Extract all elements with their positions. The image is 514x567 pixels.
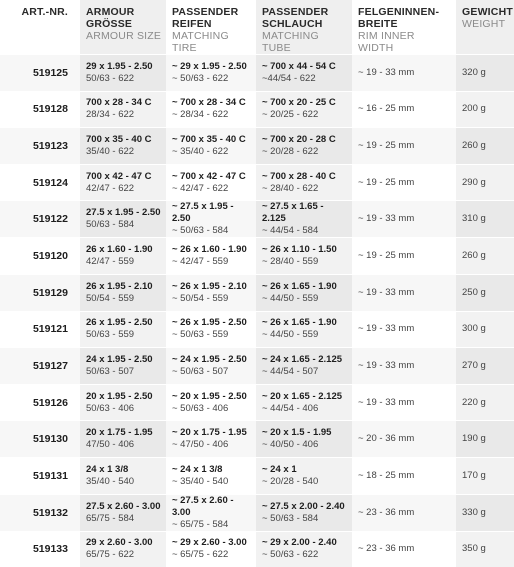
armour-size-etrto: 50/63 - 559 (86, 329, 162, 341)
armour-size-cell (80, 55, 166, 92)
weight-cell (456, 384, 514, 421)
header-weight (456, 0, 514, 55)
rim-width-cell (352, 238, 456, 275)
armour-size-value: 700 x 35 - 40 C (86, 134, 162, 146)
matching-tire-cell (166, 55, 256, 92)
art-nr-value: 519122 (33, 213, 68, 225)
matching-tube-value: ~ 700 x 20 - 25 C (262, 97, 348, 109)
art-nr-cell (0, 55, 80, 92)
rim-width-cell (352, 421, 456, 458)
weight-value: 290 g (462, 177, 486, 188)
header-matching-tube-sub: MATCHING TUBE (262, 30, 348, 54)
weight-value: 190 g (462, 433, 486, 444)
matching-tire-cell (166, 91, 256, 128)
matching-tube-etrto: ~ 44/50 - 559 (262, 329, 348, 341)
art-nr-value: 519121 (33, 323, 68, 335)
weight-cell (456, 164, 514, 201)
armour-size-cell (80, 494, 166, 531)
matching-tube-etrto: ~ 40/50 - 406 (262, 439, 348, 451)
matching-tire-etrto: ~ 50/54 - 559 (172, 293, 252, 305)
armour-size-value: 26 x 1.60 - 1.90 (86, 244, 162, 256)
matching-tube-cell (256, 494, 352, 531)
armour-size-value: 27.5 x 1.95 - 2.50 (86, 207, 162, 219)
matching-tire-etrto: ~ 42/47 - 622 (172, 183, 252, 195)
matching-tube-value: ~ 29 x 2.00 - 2.40 (262, 537, 348, 549)
art-nr-cell (0, 348, 80, 385)
rim-width-cell (352, 128, 456, 165)
matching-tube-etrto: ~ 50/63 - 584 (262, 513, 348, 525)
matching-tube-cell (256, 274, 352, 311)
armour-size-value: 29 x 1.95 - 2.50 (86, 61, 162, 73)
matching-tire-value: ~ 26 x 1.95 - 2.50 (172, 317, 252, 329)
rim-width-value: ~ 19 - 33 mm (358, 287, 414, 298)
table-row (0, 274, 514, 311)
header-matching-tire-line1: PASSENDER (172, 6, 252, 18)
art-nr-cell (0, 531, 80, 567)
table-row (0, 91, 514, 128)
weight-value: 260 g (462, 140, 486, 151)
matching-tire-value: ~ 20 x 1.95 - 2.50 (172, 391, 252, 403)
matching-tube-value: ~ 26 x 1.10 - 1.50 (262, 244, 348, 256)
matching-tire-etrto: ~ 42/47 - 559 (172, 256, 252, 268)
header-armour-size-sub: ARMOUR SIZE (86, 30, 162, 42)
rim-width-cell (352, 274, 456, 311)
matching-tube-etrto: ~ 28/40 - 622 (262, 183, 348, 195)
weight-cell (456, 274, 514, 311)
table-row (0, 348, 514, 385)
armour-size-etrto: 50/63 - 584 (86, 219, 162, 231)
rim-width-cell (352, 311, 456, 348)
matching-tube-cell (256, 384, 352, 421)
matching-tire-cell (166, 531, 256, 567)
art-nr-value: 519133 (33, 543, 68, 555)
matching-tire-value: ~ 27.5 x 1.95 - 2.50 (172, 201, 252, 225)
rim-width-value: ~ 19 - 25 mm (358, 177, 414, 188)
table-header (0, 0, 514, 55)
matching-tire-cell (166, 311, 256, 348)
matching-tube-cell (256, 238, 352, 275)
table-row (0, 311, 514, 348)
armour-size-value: 24 x 1.95 - 2.50 (86, 354, 162, 366)
header-rim-inner-width-sub: RIM INNER WIDTH (358, 30, 452, 54)
table-row (0, 531, 514, 567)
matching-tube-etrto: ~ 20/25 - 622 (262, 109, 348, 121)
header-row (0, 0, 514, 55)
matching-tire-value: ~ 26 x 1.60 - 1.90 (172, 244, 252, 256)
armour-size-value: 29 x 2.60 - 3.00 (86, 537, 162, 549)
weight-value: 350 g (462, 543, 486, 554)
matching-tube-cell (256, 164, 352, 201)
armour-size-cell (80, 531, 166, 567)
header-weight-sub: WEIGHT (462, 18, 510, 30)
armour-size-cell (80, 348, 166, 385)
matching-tire-value: ~ 29 x 1.95 - 2.50 (172, 61, 252, 73)
art-nr-cell (0, 238, 80, 275)
armour-size-value: 26 x 1.95 - 2.10 (86, 281, 162, 293)
armour-size-cell (80, 457, 166, 494)
armour-size-cell (80, 201, 166, 238)
table-row (0, 128, 514, 165)
weight-cell (456, 531, 514, 567)
art-nr-value: 519125 (33, 67, 68, 79)
matching-tube-etrto: ~ 44/54 - 584 (262, 225, 348, 237)
armour-size-cell (80, 311, 166, 348)
weight-cell (456, 238, 514, 275)
matching-tire-cell (166, 421, 256, 458)
matching-tube-value: ~ 700 x 20 - 28 C (262, 134, 348, 146)
weight-cell (456, 91, 514, 128)
weight-value: 270 g (462, 360, 486, 371)
armour-size-cell (80, 164, 166, 201)
matching-tire-value: ~ 29 x 2.60 - 3.00 (172, 537, 252, 549)
rim-width-value: ~ 19 - 25 mm (358, 250, 414, 261)
art-nr-value: 519128 (33, 103, 68, 115)
table-row (0, 384, 514, 421)
header-matching-tube-line1: PASSENDER (262, 6, 348, 18)
table-row (0, 238, 514, 275)
armour-size-value: 20 x 1.95 - 2.50 (86, 391, 162, 403)
matching-tire-cell (166, 348, 256, 385)
matching-tube-value: ~ 26 x 1.65 - 1.90 (262, 281, 348, 293)
weight-value: 260 g (462, 250, 486, 261)
table-row (0, 457, 514, 494)
rim-width-cell (352, 201, 456, 238)
rim-width-value: ~ 20 - 36 mm (358, 433, 414, 444)
header-art-nr (0, 0, 80, 55)
matching-tube-etrto: ~ 28/40 - 559 (262, 256, 348, 268)
rim-width-value: ~ 16 - 25 mm (358, 103, 414, 114)
matching-tube-etrto: ~ 20/28 - 622 (262, 146, 348, 158)
header-armour-size (80, 0, 166, 55)
rim-width-value: ~ 19 - 33 mm (358, 323, 414, 334)
weight-value: 300 g (462, 323, 486, 334)
armour-size-etrto: 50/63 - 507 (86, 366, 162, 378)
header-rim-inner-width (352, 0, 456, 55)
art-nr-cell (0, 201, 80, 238)
armour-size-etrto: 65/75 - 622 (86, 549, 162, 561)
matching-tire-etrto: ~ 35/40 - 622 (172, 146, 252, 158)
weight-cell (456, 494, 514, 531)
matching-tire-etrto: ~ 50/63 - 559 (172, 329, 252, 341)
rim-width-cell (352, 55, 456, 92)
rim-width-value: ~ 19 - 33 mm (358, 397, 414, 408)
rim-width-cell (352, 348, 456, 385)
matching-tube-value: ~ 24 x 1 (262, 464, 348, 476)
matching-tube-cell (256, 348, 352, 385)
matching-tire-cell (166, 494, 256, 531)
matching-tube-value: ~ 700 x 28 - 40 C (262, 171, 348, 183)
matching-tire-etrto: ~ 50/63 - 507 (172, 366, 252, 378)
rim-width-value: ~ 19 - 33 mm (358, 67, 414, 78)
art-nr-value: 519130 (33, 433, 68, 445)
matching-tube-cell (256, 531, 352, 567)
matching-tire-value: ~ 700 x 28 - 34 C (172, 97, 252, 109)
matching-tube-cell (256, 55, 352, 92)
rim-width-cell (352, 531, 456, 567)
art-nr-cell (0, 311, 80, 348)
rim-width-value: ~ 19 - 33 mm (358, 213, 414, 224)
weight-cell (456, 457, 514, 494)
matching-tube-value: ~ 27.5 x 2.00 - 2.40 (262, 501, 348, 513)
header-rim-inner-width-line2: BREITE (358, 18, 452, 30)
armour-size-etrto: 50/54 - 559 (86, 293, 162, 305)
weight-cell (456, 421, 514, 458)
header-weight-line1: GEWICHT (462, 6, 510, 18)
armour-size-etrto: 47/50 - 406 (86, 439, 162, 451)
matching-tire-cell (166, 164, 256, 201)
matching-tube-value: ~ 26 x 1.65 - 1.90 (262, 317, 348, 329)
header-matching-tire (166, 0, 256, 55)
matching-tire-cell (166, 274, 256, 311)
matching-tube-cell (256, 311, 352, 348)
matching-tire-cell (166, 457, 256, 494)
armour-size-cell (80, 91, 166, 128)
matching-tube-value: ~ 27.5 x 1.65 - 2.125 (262, 201, 348, 225)
rim-width-value: ~ 23 - 36 mm (358, 543, 414, 554)
matching-tire-cell (166, 238, 256, 275)
matching-tire-value: ~ 26 x 1.95 - 2.10 (172, 281, 252, 293)
matching-tire-value: ~ 24 x 1 3/8 (172, 464, 252, 476)
weight-cell (456, 348, 514, 385)
weight-value: 320 g (462, 67, 486, 78)
weight-value: 220 g (462, 397, 486, 408)
armour-size-etrto: 35/40 - 622 (86, 146, 162, 158)
matching-tire-cell (166, 201, 256, 238)
matching-tire-value: ~ 700 x 42 - 47 C (172, 171, 252, 183)
weight-cell (456, 311, 514, 348)
matching-tire-value: ~ 20 x 1.75 - 1.95 (172, 427, 252, 439)
table-row (0, 201, 514, 238)
header-matching-tube (256, 0, 352, 55)
art-nr-value: 519131 (33, 470, 68, 482)
weight-value: 250 g (462, 287, 486, 298)
armour-size-cell (80, 421, 166, 458)
art-nr-value: 519124 (33, 177, 68, 189)
armour-size-etrto: 42/47 - 559 (86, 256, 162, 268)
header-armour-size-line1: ARMOUR (86, 6, 162, 18)
rim-width-cell (352, 494, 456, 531)
header-matching-tube-line2: SCHLAUCH (262, 18, 348, 30)
weight-value: 310 g (462, 213, 486, 224)
matching-tube-value: ~ 700 x 44 - 54 C (262, 61, 348, 73)
art-nr-cell (0, 494, 80, 531)
header-armour-size-line2: GRÖSSE (86, 18, 162, 30)
table-body (0, 55, 514, 567)
armour-size-value: 20 x 1.75 - 1.95 (86, 427, 162, 439)
matching-tube-etrto: ~ 44/50 - 559 (262, 293, 348, 305)
matching-tube-value: ~ 20 x 1.65 - 2.125 (262, 391, 348, 403)
art-nr-value: 519132 (33, 507, 68, 519)
header-art-nr-label: ART.-NR. (21, 6, 68, 18)
matching-tube-cell (256, 128, 352, 165)
art-nr-value: 519126 (33, 397, 68, 409)
rim-width-cell (352, 91, 456, 128)
table-row (0, 55, 514, 92)
matching-tire-etrto: ~ 65/75 - 622 (172, 549, 252, 561)
art-nr-cell (0, 274, 80, 311)
armour-size-cell (80, 384, 166, 421)
matching-tire-etrto: ~ 65/75 - 584 (172, 519, 252, 531)
armour-size-value: 700 x 28 - 34 C (86, 97, 162, 109)
matching-tire-cell (166, 128, 256, 165)
armour-size-value: 24 x 1 3/8 (86, 464, 162, 476)
rim-width-value: ~ 19 - 33 mm (358, 360, 414, 371)
matching-tire-cell (166, 384, 256, 421)
matching-tire-etrto: ~ 50/63 - 584 (172, 225, 252, 237)
matching-tube-etrto: ~ 44/54 - 406 (262, 403, 348, 415)
matching-tube-etrto: ~44/54 - 622 (262, 73, 348, 85)
armour-size-etrto: 50/63 - 622 (86, 73, 162, 85)
art-nr-value: 519127 (33, 360, 68, 372)
header-matching-tire-line2: REIFEN (172, 18, 252, 30)
matching-tube-cell (256, 91, 352, 128)
art-nr-value: 519129 (33, 287, 68, 299)
matching-tube-value: ~ 20 x 1.5 - 1.95 (262, 427, 348, 439)
art-nr-cell (0, 164, 80, 201)
armour-size-value: 27.5 x 2.60 - 3.00 (86, 501, 162, 513)
matching-tube-cell (256, 201, 352, 238)
rim-width-cell (352, 164, 456, 201)
armour-size-etrto: 35/40 - 540 (86, 476, 162, 488)
matching-tire-etrto: ~ 28/34 - 622 (172, 109, 252, 121)
matching-tire-etrto: ~ 47/50 - 406 (172, 439, 252, 451)
table-row (0, 164, 514, 201)
matching-tube-etrto: ~ 44/54 - 507 (262, 366, 348, 378)
matching-tire-etrto: ~ 50/63 - 406 (172, 403, 252, 415)
armour-size-etrto: 42/47 - 622 (86, 183, 162, 195)
matching-tube-etrto: ~ 50/63 - 622 (262, 549, 348, 561)
rim-width-value: ~ 23 - 36 mm (358, 507, 414, 518)
weight-cell (456, 201, 514, 238)
header-matching-tire-sub: MATCHING TIRE (172, 30, 252, 54)
matching-tire-value: ~ 24 x 1.95 - 2.50 (172, 354, 252, 366)
armour-size-cell (80, 128, 166, 165)
header-rim-inner-width-line1: FELGENINNEN- (358, 6, 452, 18)
weight-cell (456, 128, 514, 165)
art-nr-cell (0, 128, 80, 165)
rim-width-value: ~ 18 - 25 mm (358, 470, 414, 481)
armour-size-cell (80, 238, 166, 275)
matching-tube-value: ~ 24 x 1.65 - 2.125 (262, 354, 348, 366)
weight-value: 170 g (462, 470, 486, 481)
art-nr-cell (0, 384, 80, 421)
table-row (0, 421, 514, 458)
art-nr-value: 519123 (33, 140, 68, 152)
matching-tire-etrto: ~ 35/40 - 540 (172, 476, 252, 488)
matching-tube-cell (256, 457, 352, 494)
rim-width-value: ~ 19 - 25 mm (358, 140, 414, 151)
matching-tire-value: ~ 700 x 35 - 40 C (172, 134, 252, 146)
art-nr-cell (0, 421, 80, 458)
rim-width-cell (352, 457, 456, 494)
armour-size-etrto: 28/34 - 622 (86, 109, 162, 121)
art-nr-value: 519120 (33, 250, 68, 262)
armour-size-etrto: 65/75 - 584 (86, 513, 162, 525)
armour-size-etrto: 50/63 - 406 (86, 403, 162, 415)
art-nr-cell (0, 91, 80, 128)
art-nr-cell (0, 457, 80, 494)
rim-width-cell (352, 384, 456, 421)
armour-size-value: 26 x 1.95 - 2.50 (86, 317, 162, 329)
weight-cell (456, 55, 514, 92)
matching-tube-etrto: ~ 20/28 - 540 (262, 476, 348, 488)
matching-tire-etrto: ~ 50/63 - 622 (172, 73, 252, 85)
armour-size-value: 700 x 42 - 47 C (86, 171, 162, 183)
armour-size-cell (80, 274, 166, 311)
matching-tire-value: ~ 27.5 x 2.60 - 3.00 (172, 495, 252, 519)
weight-value: 330 g (462, 507, 486, 518)
matching-tube-cell (256, 421, 352, 458)
table-row (0, 494, 514, 531)
weight-value: 200 g (462, 103, 486, 114)
